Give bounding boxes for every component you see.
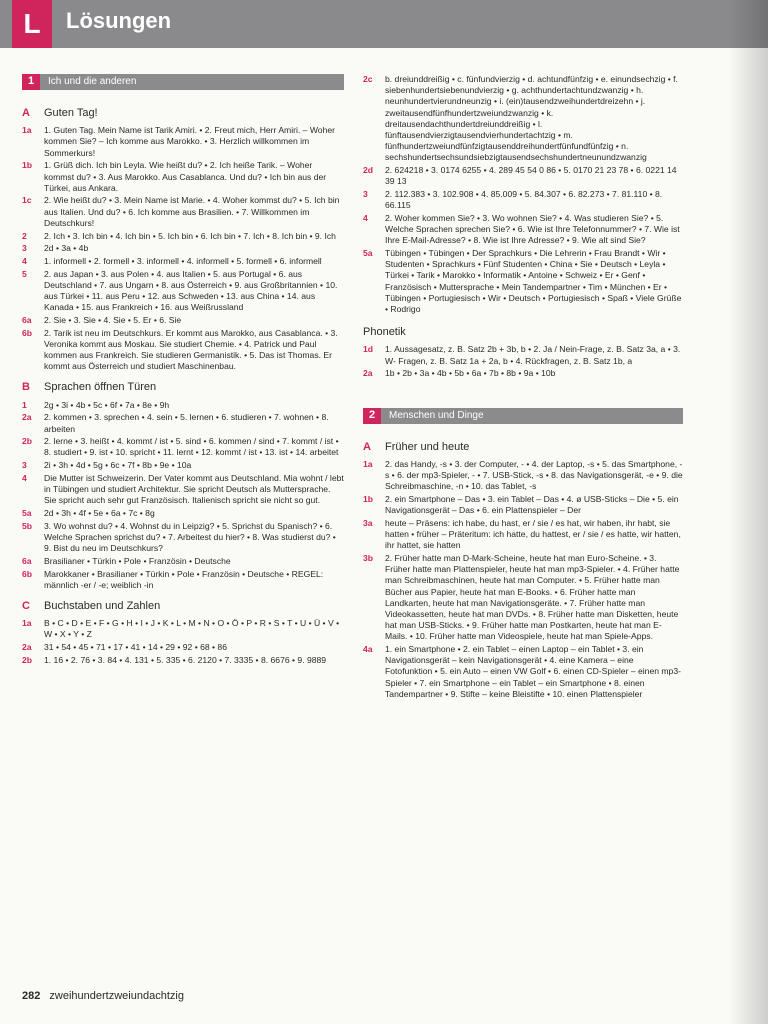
exercise-answer: 1. ein Smartphone • 2. ein Tablet – einen Laptop – ein Tablet • 3. ein Navigationsgerät – kein Navigationsgerät • 4. eine Kamera – eine Fotofunktion • 5. ein Auto – einen VW Golf • 6. einen CD-Spieler – einen mp3-Spieler • 7. ein Smartphone – ein Tablet – ein Smartphone • 8. einen Tandempartner • 9. Stifte – keine Bleistifte • 10. einen Plattenspieler [385, 644, 681, 699]
exercise-row [22, 125, 344, 159]
exercise-answer: 1. Aussagesatz, z. B. Satz 2b + 3b, b • 2. Ja / Nein-Frage, z. B. Satz 3a, a • 3. W- Fragen, z. B. Satz 1a + 2a, b • 4. Rückfragen, z. B. Satz 1b, a [385, 344, 681, 366]
exercise-answer: 1. informell • 2. formell • 3. informell • 4. informell • 5. formell • 6. informell [44, 255, 322, 266]
exercise-row [22, 460, 344, 471]
phonetik-heading: Phonetik [363, 326, 406, 339]
exercise-number: 2a [363, 368, 373, 379]
exercise-row [22, 231, 344, 242]
page-gutter-shadow [728, 0, 768, 1024]
exercise-row [22, 328, 344, 373]
exercise-row [22, 655, 344, 666]
exercise-row [22, 195, 344, 229]
exercise-row [22, 556, 344, 567]
page-title: Lösungen [66, 8, 172, 33]
phonetik-exercises [363, 344, 683, 379]
section2-exercises [363, 459, 683, 700]
exercise-answer: 2. Ich • 3. Ich bin • 4. Ich bin • 5. Ich bin • 6. Ich bin • 7. Ich • 8. Ich bin • 9. Ich [44, 230, 336, 241]
subsection-letter: C [22, 599, 30, 612]
exercise-number: 4 [22, 472, 27, 483]
right-column [363, 74, 683, 702]
subsection-letter: B [22, 381, 30, 394]
exercise-number: 3a [363, 517, 373, 528]
exercise-answer: 2. Sie • 3. Sie • 4. Sie • 5. Er • 6. Sie [44, 314, 182, 325]
exercise-number: 3b [363, 552, 374, 563]
subsection-title: Guten Tag! [44, 107, 98, 119]
exercise-number: 5a [22, 508, 32, 518]
exercise-row [22, 269, 344, 314]
subsection-heading [22, 601, 344, 612]
exercise-number: 2b [22, 436, 33, 447]
left-subsections [22, 108, 344, 666]
exercise-answer: 2g • 3i • 4b • 5c • 6f • 7a • 8e • 9h [44, 399, 170, 410]
exercise-answer: 2. 112.383 • 3. 102.908 • 4. 85.009 • 5. 84.307 • 6. 82.273 • 7. 81.110 • 8. 66.115 [385, 189, 663, 211]
page-number-words: zweihundertzweiundachtzig [49, 990, 184, 1002]
exercise-row [363, 74, 683, 164]
exercise-number: 6b [22, 327, 33, 338]
section-title: Ich und die anderen [48, 76, 137, 88]
exercise-number: 2c [363, 74, 373, 84]
subsection-exercises [22, 400, 344, 591]
subsection-exercises [22, 125, 344, 372]
exercise-answer: 2. 624218 • 3. 0174 6255 • 4. 289 45 54 0 86 • 5. 0170 21 23 78 • 6. 0221 14 39 13 [385, 165, 677, 187]
page-footer [22, 990, 184, 1002]
exercise-number: 3 [22, 460, 27, 471]
exercise-row [363, 518, 683, 552]
exercise-answer: Tübingen • Tübingen • Der Sprachkurs • Die Lehrerin • Frau Brandt • Wir • Studenten • Sprachkurs • Fünf Studenten • China • Sie • Deutsch • Leyla • Türkei • Tarik • Marokko • Informatik • Antoine • Schweiz • Er • Genf • Französisch • Muttersprache • Mein Tandempartner • Tim • München • Er • Tübingen • Portugiesisch • Wir • Deutsch • Portugiesisch • Spaß • Viele Grüße • Rodrigo [385, 248, 682, 315]
subsection-title: Sprachen öffnen Türen [44, 381, 157, 394]
exercise-row [363, 644, 683, 700]
exercise-number: 1a [363, 458, 373, 469]
exercise-row [22, 436, 344, 458]
exercise-answer: 2. Früher hatte man D-Mark-Scheine, heute hat man Euro-Scheine. • 3. Früher hatte man Plattenspieler, heute hat man mp3-Spieler. • 4. Früher hatte man Schreibmaschinen, heute hat man Computer. • 5. Früher hatte man Bücher aus Papier, heute hat man E-Books. • 6. Früher hatte man Landkarten, heute hat man Navigationsgeräte. • 7. Früher hatte man Videokassetten, heute hat man DVDs. • 8. Früher hatte man Disketten, heute hat man USB-Sticks. • 9. Früher hatte man Postkarten, heute hat man E-Mails. • 10. Früher hatte man Videospiele, heute hat man Spiele-Apps. [385, 552, 680, 642]
exercise-row [363, 368, 683, 379]
exercise-number: 3 [363, 189, 368, 200]
exercise-answer: 1. Grüß dich. Ich bin Leyla. Wie heißt du? • 2. Ich heiße Tarik. – Woher kommst du? • 3. Aus Marokko. Aus Casablanca. Und du? • Ich bin aus der Türkei, aus Ankara. [44, 160, 327, 193]
exercise-number: 1a [22, 618, 32, 629]
exercise-number: 6a [22, 555, 32, 566]
exercise-answer: b. dreiunddreißig • c. fünfundvierzig • d. achtundfünfzig • e. einundsechzig • f. siebenhundertsiebenundvierzig • g. achthundertachtundzwanzig • h. neunhundertvierundneunzig • i. (ein)tausendzweihundertdreizehn • j. zweitausendfünfhundertzweiundzwanzig • k. dreitausendachthundertdreiunddreißig • l. fünftausendvierzigtausendvierhundertachtzig • m. fünfhundertzweiundfünfzigtausenddreihundertfünfundfünfzig • n. sechshundertsechsundsiebzigtausendsechshundertneunundzwanzig [385, 74, 678, 163]
exercise-row [22, 243, 344, 254]
exercise-row [22, 618, 344, 640]
exercise-answer: 2. Woher kommen Sie? • 3. Wo wohnen Sie? • 4. Was studieren Sie? • 5. Welche Sprachen sprechen Sie? • 6. Wie ist Ihre Telefonnummer? • 7. Wie ist Ihre E-Mail-Adresse? • 8. Wie ist Ihre Adresse? • 9. Wie alt sind Sie? [385, 212, 680, 246]
subsection-title: Früher und heute [385, 440, 470, 453]
exercise-number: 2 [22, 230, 27, 241]
right-top-exercises [363, 74, 683, 315]
exercise-number: 5a [363, 248, 373, 259]
exercise-answer: 2. das Handy, -s • 3. der Computer, - • 4. der Laptop, -s • 5. das Smartphone, -s • 6. der mp3-Spieler, - • 7. USB-Stick, -s • 8. das Navigationsgerät, -e • 9. die Schreibmaschine, -n • 10. das Tablet, -s [385, 458, 683, 492]
section-number: 1 [22, 74, 40, 90]
subsection-heading [22, 108, 344, 119]
exercise-row [22, 400, 344, 411]
exercise-number: 6a [22, 314, 32, 325]
exercise-number: 1b [22, 160, 33, 171]
exercise-number: 4 [22, 255, 27, 266]
exercise-number: 4a [363, 644, 373, 655]
exercise-row [363, 213, 683, 247]
exercise-answer: heute – Präsens: ich habe, du hast, er / sie / es hat, wir haben, ihr habt, sie hatten • früher – Präteritum: ich hatte, du hattest, er / sie / es hatte, wir hatten, ihr hattet, sie hatten [385, 517, 681, 551]
exercise-number: 2b [22, 654, 33, 665]
exercise-number: 3 [22, 243, 27, 254]
exercise-answer: 2. kommen • 3. sprechen • 4. sein • 5. lernen • 6. studieren • 7. wohnen • 8. arbeiten [44, 412, 329, 434]
subsection-letter: A [22, 107, 30, 119]
exercise-number: 2d [363, 165, 374, 176]
exercise-row [22, 256, 344, 267]
exercise-number: 1c [22, 195, 32, 206]
exercise-number: 5 [22, 268, 27, 279]
exercise-answer: 1. 16 • 2. 76 • 3. 84 • 4. 131 • 5. 335 • 6. 2120 • 7. 3335 • 8. 6676 • 9. 9889 [44, 654, 327, 665]
exercise-row [363, 459, 683, 493]
subsection-title: Buchstaben und Zahlen [44, 599, 161, 612]
exercise-row [22, 160, 344, 194]
exercise-row [22, 508, 344, 519]
subsection-letter: A [363, 440, 371, 453]
exercise-answer: 31 • 54 • 45 • 71 • 17 • 41 • 14 • 29 • 92 • 68 • 86 [44, 642, 227, 653]
subsection-exercises [22, 618, 344, 666]
exercise-number: 2a [22, 412, 32, 423]
exercise-answer: 2. Wie heißt du? • 3. Mein Name ist Marie. • 4. Woher kommst du? • 5. Ich bin aus Italien. Und du? • 6. Ich komme aus Brasilien. • 7. Willkommen im Deutschkurs! [44, 195, 340, 228]
exercise-row [363, 248, 683, 315]
left-column [22, 74, 344, 667]
exercise-number: 1 [22, 399, 27, 410]
exercise-row [363, 553, 683, 643]
exercise-number: 6b [22, 568, 33, 579]
exercise-row [22, 569, 344, 591]
exercise-row [22, 521, 344, 555]
exercise-row [22, 642, 344, 653]
exercise-answer: 2d • 3a • 4b [44, 243, 89, 254]
exercise-row [363, 189, 683, 211]
exercise-row [22, 315, 344, 326]
exercise-row [363, 165, 683, 187]
exercise-answer: 1. Guten Tag. Mein Name ist Tarik Amiri. • 2. Freut mich, Herr Amiri. – Woher kommen Sie? – Ich komme aus Marokko. • 3. Herzlich willkommen im Sommerkurs! [44, 125, 335, 158]
exercise-row [363, 344, 683, 366]
exercise-number: 1b [363, 493, 374, 504]
exercise-number: 4 [363, 212, 368, 223]
subsection-heading [22, 382, 344, 393]
exercise-answer: B • C • D • E • F • G • H • I • J • K • L • M • N • O • Ö • P • R • S • T • U • Ü • V • W • X • Y • Z [44, 618, 340, 640]
exercise-answer: 2. aus Japan • 3. aus Polen • 4. aus Italien • 5. aus Portugal • 6. aus Deutschland • 7. aus Ungarn • 8. aus Österreich • 9. aus Großbritannien • 10. aus Türkei • 11. aus Peru • 12. aus Schweden • 13. aus China • 14. aus Kanada • 15. aus Frankreich • 16. aus Weißrussland [44, 268, 338, 313]
exercise-row [22, 412, 344, 434]
exercise-number: 1d [363, 344, 374, 355]
exercise-answer: 2. Tarik ist neu im Deutschkurs. Er kommt aus Marokko, aus Casablanca. • 3. Veronika kommt aus Moskau. Sie studiert Chemie. • 4. Patrick und Paul kommen aus Frankreich. Sie studieren Germanistik. • 5. Das ist Thomas. Er kommt aus Österreich und studiert Maschinenbau. [44, 327, 338, 372]
exercise-answer: 2d • 3h • 4f • 5e • 6a • 7c • 8g [44, 508, 155, 518]
chapter-letter-box: L [12, 0, 52, 48]
exercise-answer: 2. lerne • 3. heißt • 4. kommt / ist • 5. sind • 6. kommen / sind • 7. kommt / ist • 8. studiert • 9. ist • 10. spricht • 11. lernt • 12. kommt / ist • 13. ist • 14. arbeitet [44, 436, 339, 458]
exercise-number: 1a [22, 125, 32, 136]
exercise-answer: Die Mutter ist Schweizerin. Der Vater kommt aus Deutschland. Mia wohnt / lebt in Tübingen und studiert Architektur. Sie spricht Deutsch als Muttersprache. Sie spricht auch sehr gut Französisch. Italienisch spricht sie nicht so gut. [44, 472, 344, 506]
section-bar-2 [363, 408, 683, 424]
exercise-answer: 1b • 2b • 3a • 4b • 5b • 6a • 7b • 8b • 9a • 10b [385, 368, 556, 379]
exercise-answer: 2i • 3h • 4d • 5g • 6c • 7f • 8b • 9e • 10a [44, 460, 192, 471]
exercise-answer: 3. Wo wohnst du? • 4. Wohnst du in Leipzig? • 5. Sprichst du Spanisch? • 6. Welche Sprachen sprichst du? • 7. Arbeitest du hier? • 8. Was studierst du? • 9. Bist du neu im Deutschkurs? [44, 520, 336, 554]
subsection-heading [363, 442, 683, 453]
section-bar-1 [22, 74, 344, 90]
exercise-row [363, 494, 683, 516]
section-number: 2 [363, 408, 381, 424]
exercise-answer: 2. ein Smartphone – Das • 3. ein Tablet – Das • 4. ø USB-Sticks – Die • 5. ein Navigationsgerät – Das • 6. ein Plattenspieler – Der [385, 493, 679, 516]
page-number: 282 [22, 990, 41, 1002]
exercise-answer: Brasilianer • Türkin • Pole • Französin • Deutsche [44, 555, 231, 566]
exercise-number: 5b [22, 520, 33, 531]
section-title: Menschen und Dinge [389, 409, 484, 421]
exercise-answer: Marokkaner • Brasilianer • Türkin • Pole • Französin • Deutsche • REGEL: männlich -er / -e; weiblich -in [44, 568, 324, 590]
exercise-row [22, 473, 344, 507]
exercise-number: 2a [22, 642, 32, 653]
